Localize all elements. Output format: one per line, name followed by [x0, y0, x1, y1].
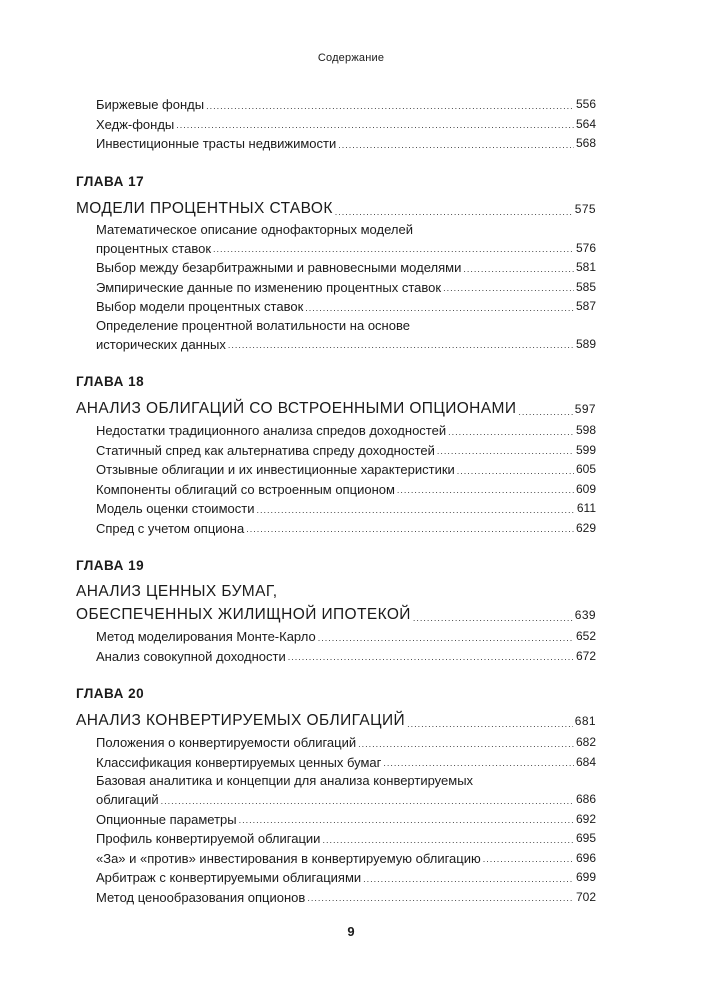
toc-entry-page: 585 — [575, 279, 596, 294]
toc-entry[interactable] — [76, 888, 596, 908]
toc-entry-page: 609 — [575, 481, 596, 496]
toc-entry[interactable] — [76, 499, 596, 519]
toc-entry-title: Эмпирические данные по изменению процентных ставок — [96, 279, 442, 295]
dot-leader — [176, 121, 574, 130]
toc-entry-title: Инвестиционные трасты недвижимости — [96, 136, 337, 151]
toc-entry-page: 682 — [575, 735, 596, 749]
toc-entry-title: процентных ставок — [96, 240, 212, 256]
dot-leader — [228, 341, 574, 350]
chapter-label: ГЛАВА 19 — [76, 558, 145, 573]
toc-entry[interactable] — [76, 627, 596, 647]
toc-entry-page: 599 — [575, 442, 596, 457]
toc-entry[interactable] — [76, 134, 596, 154]
dot-leader — [483, 855, 574, 864]
chapter-page: 681 — [574, 714, 596, 728]
toc-entry[interactable] — [76, 753, 596, 773]
toc-entry-title: Биржевые фонды — [96, 97, 205, 112]
toc-entry-page: 629 — [575, 520, 596, 535]
toc-entry-page: 702 — [575, 889, 596, 904]
dot-leader — [448, 428, 574, 437]
toc-entry-page: 696 — [575, 850, 596, 865]
toc-entry-title: Модель оценки стоимости — [96, 501, 255, 516]
toc-entry-page: 611 — [576, 501, 596, 515]
toc-entry-page: 576 — [575, 240, 596, 255]
toc-entry-title: Компоненты облигаций со встроенным опционом — [96, 481, 395, 497]
dot-leader — [463, 265, 574, 274]
toc-entry[interactable] — [76, 810, 596, 830]
toc-entry-page: 598 — [575, 423, 596, 437]
toc-entry[interactable] — [76, 849, 596, 869]
toc-entry-line1: Математическое описание однофакторных моделей — [96, 221, 413, 237]
toc-entry-title: Классификация конвертируемых ценных бумаг — [96, 754, 382, 770]
chapter-title: ОБЕСПЕЧЕННЫХ ЖИЛИЩНОЙ ИПОТЕКОЙ — [76, 606, 411, 623]
toc-entry-page: 568 — [575, 136, 596, 150]
running-header: Содержание — [317, 52, 385, 64]
toc-entry-page: 556 — [575, 97, 596, 111]
toc-entry-title: Положения о конвертируемости облигаций — [96, 735, 357, 750]
toc-entry-title: Профиль конвертируемой облигации — [96, 831, 321, 846]
toc-entry-title: Опционные параметры — [96, 811, 237, 827]
toc-entry-page: 652 — [575, 629, 596, 643]
page-number: 9 — [347, 924, 355, 939]
dot-leader — [305, 304, 574, 313]
toc-entry-title: Отзывные облигации и их инвестиционные характеристики — [96, 462, 455, 477]
toc-entry[interactable] — [76, 95, 596, 115]
dot-leader — [407, 720, 573, 729]
toc-entry-title: облигаций — [96, 792, 159, 807]
toc-entry-title: Спред с учетом опциона — [96, 520, 245, 536]
dot-leader — [322, 836, 574, 845]
toc-entry[interactable] — [76, 829, 596, 849]
dot-leader — [457, 467, 574, 476]
toc-entry[interactable] — [76, 868, 596, 888]
dot-leader — [206, 102, 574, 111]
toc-entry-line1: Базовая аналитика и концепции для анализа конвертируемых — [96, 773, 474, 788]
dot-leader — [246, 525, 574, 534]
toc-entry-page: 692 — [575, 811, 596, 826]
chapter-title-line1: АНАЛИЗ ЦЕННЫХ БУМАГ, — [76, 583, 278, 600]
toc-entry-title: Статичный спред как альтернатива спреду доходностей — [96, 442, 435, 458]
toc-entry-page: 581 — [575, 260, 596, 274]
toc-entry[interactable] — [76, 115, 596, 135]
toc-entry-page: 605 — [575, 462, 596, 476]
chapter-label: ГЛАВА 20 — [76, 686, 145, 701]
toc-entry-title: «За» и «против» инвестирования в конвертируемую облигацию — [96, 850, 481, 866]
dot-leader — [318, 634, 574, 643]
toc-entry-line1: Определение процентной волатильности на основе — [96, 317, 410, 333]
toc-entry[interactable] — [76, 421, 596, 441]
toc-entry[interactable] — [76, 460, 596, 480]
chapter-label: ГЛАВА 18 — [76, 374, 145, 389]
chapter-page: 597 — [574, 402, 596, 416]
toc-entry-page: 564 — [575, 116, 596, 131]
toc-entry[interactable] — [76, 790, 596, 810]
toc-entry-page: 699 — [575, 870, 596, 884]
chapter-page: 575 — [574, 201, 596, 216]
chapter-title-entry[interactable] — [76, 397, 596, 421]
toc-entry[interactable] — [76, 335, 596, 355]
dot-leader — [161, 797, 574, 806]
dot-leader — [443, 284, 574, 293]
chapter-title: МОДЕЛИ ПРОЦЕНТНЫХ СТАВОК — [76, 199, 333, 217]
toc-entry-title: Метод ценообразования опционов — [96, 889, 306, 905]
dot-leader — [383, 759, 574, 768]
toc-entry[interactable] — [76, 297, 596, 317]
chapter-title: АНАЛИЗ КОНВЕРТИРУЕМЫХ ОБЛИГАЦИЙ — [76, 712, 406, 729]
dot-leader — [213, 245, 574, 254]
toc-entry-title: Арбитраж с конвертируемыми облигациями — [96, 870, 362, 885]
toc-entry-title: Анализ совокупной доходности — [96, 648, 286, 664]
toc-entry-page: 589 — [575, 336, 596, 351]
chapter-title: АНАЛИЗ ОБЛИГАЦИЙ СО ВСТРОЕННЫМИ ОПЦИОНАМИ — [76, 400, 517, 417]
dot-leader — [239, 816, 574, 825]
toc-entry-page: 672 — [575, 648, 596, 663]
toc-entry[interactable] — [76, 239, 596, 259]
dot-leader — [335, 208, 573, 217]
chapter-title-entry[interactable] — [76, 603, 596, 627]
toc-entry-title: исторических данных — [96, 336, 226, 352]
toc-entry-page: 695 — [575, 831, 596, 845]
toc-entry[interactable] — [76, 278, 596, 298]
toc-entry-page: 587 — [575, 299, 596, 313]
dot-leader — [307, 894, 574, 903]
chapter-title-entry[interactable] — [76, 197, 596, 221]
chapter-label: ГЛАВА 17 — [76, 173, 145, 189]
dot-leader — [358, 740, 574, 749]
toc-entry-title: Выбор модели процентных ставок — [96, 299, 304, 314]
toc-entry[interactable] — [76, 258, 596, 278]
dot-leader — [363, 875, 574, 884]
toc-entry[interactable] — [76, 733, 596, 753]
dot-leader — [256, 506, 574, 515]
toc-entry-title: Недостатки традиционного анализа спредов доходностей — [96, 423, 447, 438]
dot-leader — [518, 408, 572, 417]
dot-leader — [397, 486, 574, 495]
toc-entry[interactable] — [76, 519, 596, 539]
toc-entry-title: Выбор между безарбитражными и равновесными моделями — [96, 260, 462, 275]
dot-leader — [338, 141, 574, 150]
toc-entry[interactable] — [76, 647, 596, 667]
toc-entry-title: Хедж-фонды — [96, 116, 175, 132]
toc-entry-page: 686 — [575, 792, 596, 806]
table-of-contents — [76, 95, 596, 907]
toc-entry[interactable] — [76, 480, 596, 500]
dot-leader — [413, 614, 573, 623]
toc-entry-page: 684 — [575, 754, 596, 769]
toc-entry-title: Метод моделирования Монте-Карло — [96, 629, 316, 644]
chapter-page: 639 — [574, 608, 596, 622]
toc-entry[interactable] — [76, 441, 596, 461]
chapter-title-entry[interactable] — [76, 709, 596, 733]
dot-leader — [288, 653, 574, 662]
dot-leader — [437, 447, 574, 456]
